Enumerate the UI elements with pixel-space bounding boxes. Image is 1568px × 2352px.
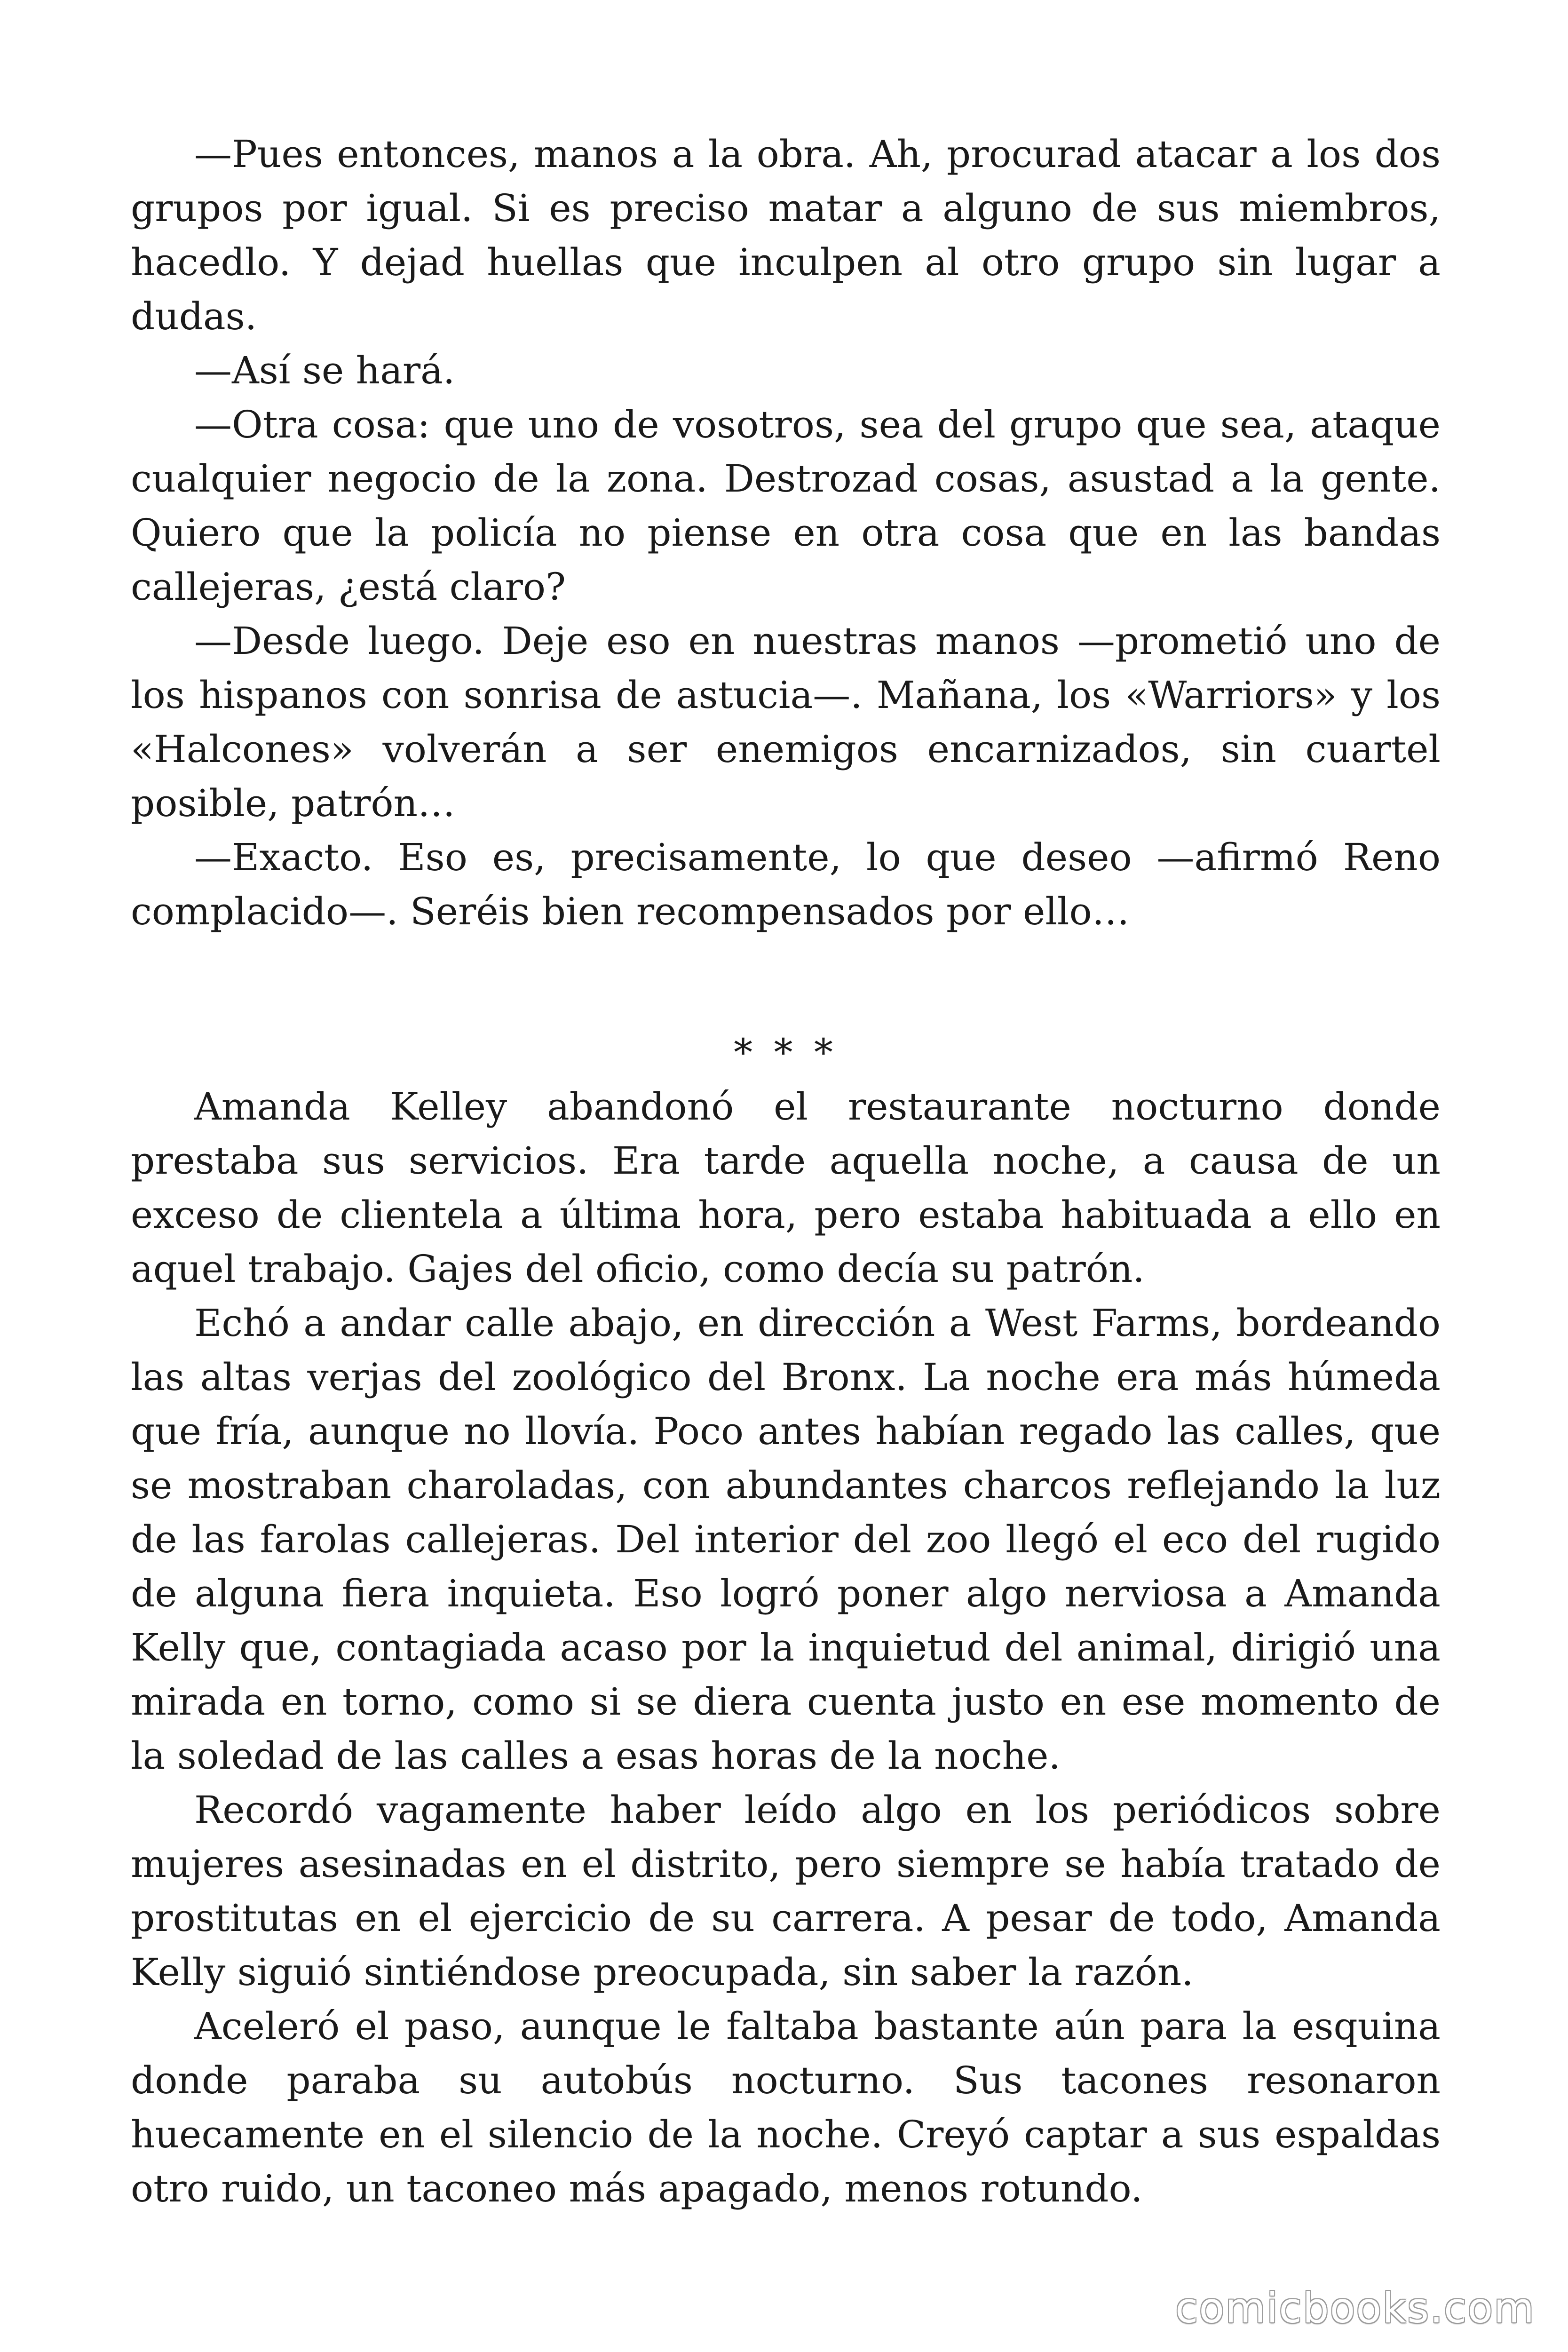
paragraph: Aceleró el paso, aunque le faltaba bastante aún para la esquina donde paraba su autobús nocturno. Sus tacones resonaron huecamente en el silencio de la noche. Creyó captar a sus espaldas otro ruido, un taconeo más apagado, menos rotundo. [131,2004,1441,2210]
paragraph: —Así se hará. [194,349,455,392]
paragraph: Recordó vagamente haber leído algo en los periódicos sobre mujeres asesinadas en el distrito, pero siempre se había tratado de prostitutas en el ejercicio de su carrera. A pesar de todo, Amanda Kelly siguió sintiéndose preocupada, sin saber la razón. [131,1788,1441,1994]
paragraph: —Desde luego. Deje eso en nuestras manos —prometió uno de los hispanos con sonrisa de astucia—. Mañana, los «Warriors» y los «Halcones» volverán a ser enemigos encarnizados, sin cuartel posible, patrón… [131,619,1441,825]
book-page [131,127,1441,2216]
paragraph: —Otra cosa: que uno de vosotros, sea del grupo que sea, ataque cualquier negocio de la zona. Destrozad cosas, asustad a la gente. Quiero que la policía no piense en otra cosa que en las bandas callejeras, ¿está claro? [131,403,1441,609]
dialogue-section [131,127,1441,938]
paragraph: Amanda Kelley abandonó el restaurante nocturno donde prestaba sus servicios. Era tarde aquella noche, a causa de un exceso de clientela a última hora, pero estaba habituada a ello en aquel trabajo. Gajes del oficio, como decía su patrón. [131,1085,1441,1291]
site-watermark: comicbooks.com [1175,2284,1535,2332]
narrative-section [131,1080,1441,2216]
scene-break-separator: * * * [734,1031,838,1074]
paragraph: Echó a andar calle abajo, en dirección a West Farms, bordeando las altas verjas del zoológico del Bronx. La noche era más húmeda que fría, aunque no llovía. Poco antes habían regado las calles, que se mostraban charoladas, con abundantes charcos reflejando la luz de las farolas callejeras. Del interior del zoo llegó el eco del rugido de alguna fiera inquieta. Eso logró poner algo nerviosa a Amanda Kelly que, contagiada acaso por la inquietud del animal, dirigió una mirada en torno, como si se diera cuenta justo en ese momento de la soledad de las calles a esas horas de la noche. [131,1301,1441,1778]
paragraph: —Exacto. Eso es, precisamente, lo que deseo —afirmó Reno complacido—. Seréis bien recompensados por ello… [131,835,1441,933]
paragraph: —Pues entonces, manos a la obra. Ah, procurad atacar a los dos grupos por igual. Si es preciso matar a alguno de sus miembros, hacedlo. Y dejad huellas que inculpen al otro grupo sin lugar a dudas. [131,132,1441,338]
